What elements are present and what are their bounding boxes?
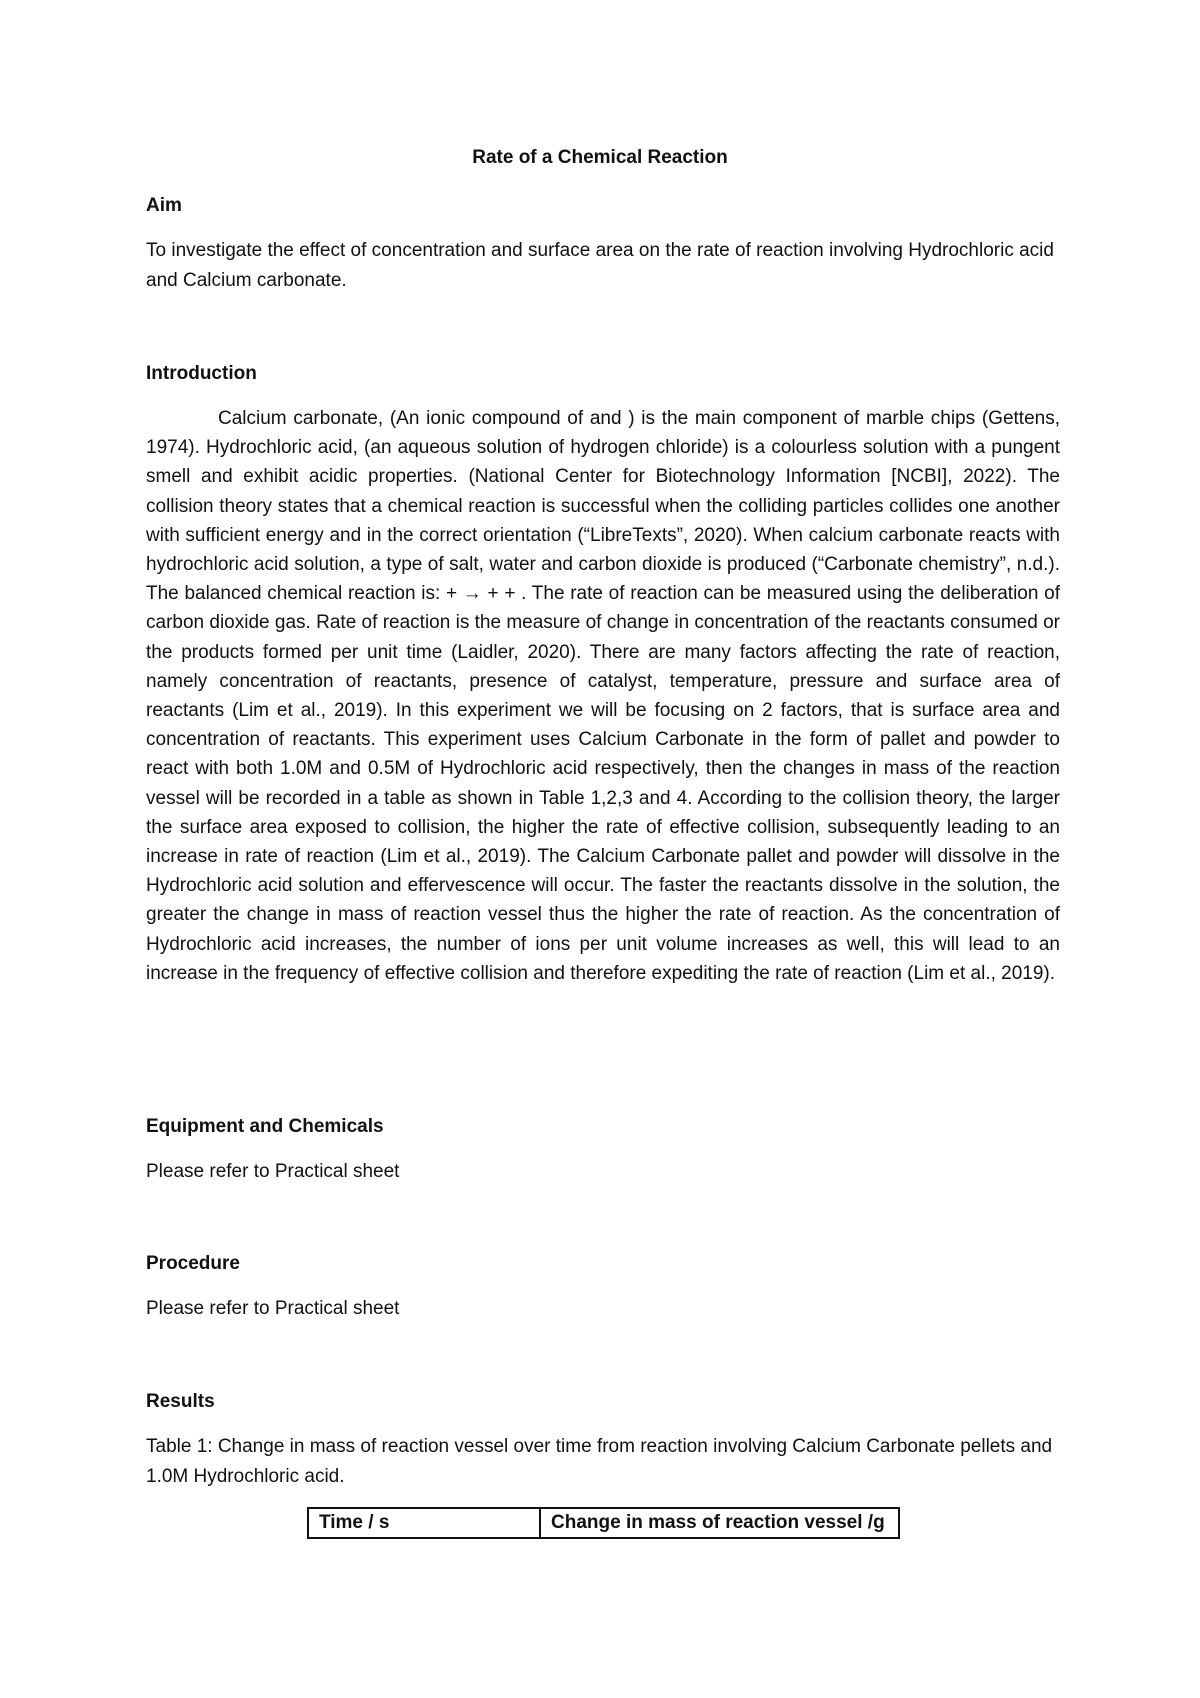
table-caption: Table 1: Change in mass of reaction vessel over time from reaction involving Calcium Carbonate pellets and 1.0M Hydrochloric acid. — [146, 1436, 1053, 1487]
results-heading: Results — [146, 1391, 215, 1412]
table-header-row — [308, 1508, 899, 1538]
procedure-heading: Procedure — [146, 1253, 240, 1274]
introduction-heading: Introduction — [146, 363, 257, 384]
aim-heading: Aim — [146, 195, 182, 216]
document-title: Rate of a Chemical Reaction — [472, 147, 728, 168]
aim-text: To investigate the effect of concentration and surface area on the rate of reaction involving Hydrochloric acid and Calcium carbonate. — [146, 240, 1054, 291]
equipment-text: Please refer to Practical sheet — [146, 1161, 400, 1182]
procedure-text: Please refer to Practical sheet — [146, 1298, 400, 1319]
table-header-mass-change: Change in mass of reaction vessel /g — [540, 1508, 899, 1538]
results-table — [307, 1507, 900, 1539]
equipment-heading: Equipment and Chemicals — [146, 1116, 384, 1137]
introduction-text: Calcium carbonate, (An ionic compound of and ) is the main component of marble chips (Gettens, 1974). Hydrochloric acid, (an aqueous solution of hydrogen chloride) is a colourless solution with a pungent smell and exhibit acidic properties. (National Center for Biotechnology Information [NCBI], 2022). The collision theory states that a chemical reaction is successful when the colliding particles collides one another with sufficient energy and in the correct orientation (“LibreTexts”, 2020). When calcium carbonate reacts with hydrochloric acid solution, a type of salt, water and carbon dioxide is produced (“Carbonate chemistry”, n.d.). The balanced chemical reaction is: + → + + . The rate of reaction can be measured using the deliberation of carbon dioxide gas. Rate of reaction is the measure of change in concentration of the reactants consumed or the products formed per unit time (Laidler, 2020). There are many factors affecting the rate of reaction, namely concentration of reactants, presence of catalyst, temperature, pressure and surface area of reactants (Lim et al., 2019). In this experiment we will be focusing on 2 factors, that is surface area and concentration of reactants. This experiment uses Calcium Carbonate in the form of pallet and powder to react with both 1.0M and 0.5M of Hydrochloric acid respectively, then the changes in mass of the reaction vessel will be recorded in a table as shown in Table 1,2,3 and 4. According to the collision theory, the larger the surface area exposed to collision, the higher the rate of effective collision, subsequently leading to an increase in rate of reaction (Lim et al., 2019). The Calcium Carbonate pallet and powder will dissolve in the Hydrochloric acid solution and effervescence will occur. The faster the reactants dissolve in the solution, the greater the change in mass of reaction vessel thus the higher the rate of reaction. As the concentration of Hydrochloric acid increases, the number of ions per unit volume increases as well, this will lead to an increase in the frequency of effective collision and therefore expediting the rate of reaction (Lim et al., 2019). — [146, 408, 1060, 984]
table-header-time: Time / s — [308, 1508, 540, 1538]
